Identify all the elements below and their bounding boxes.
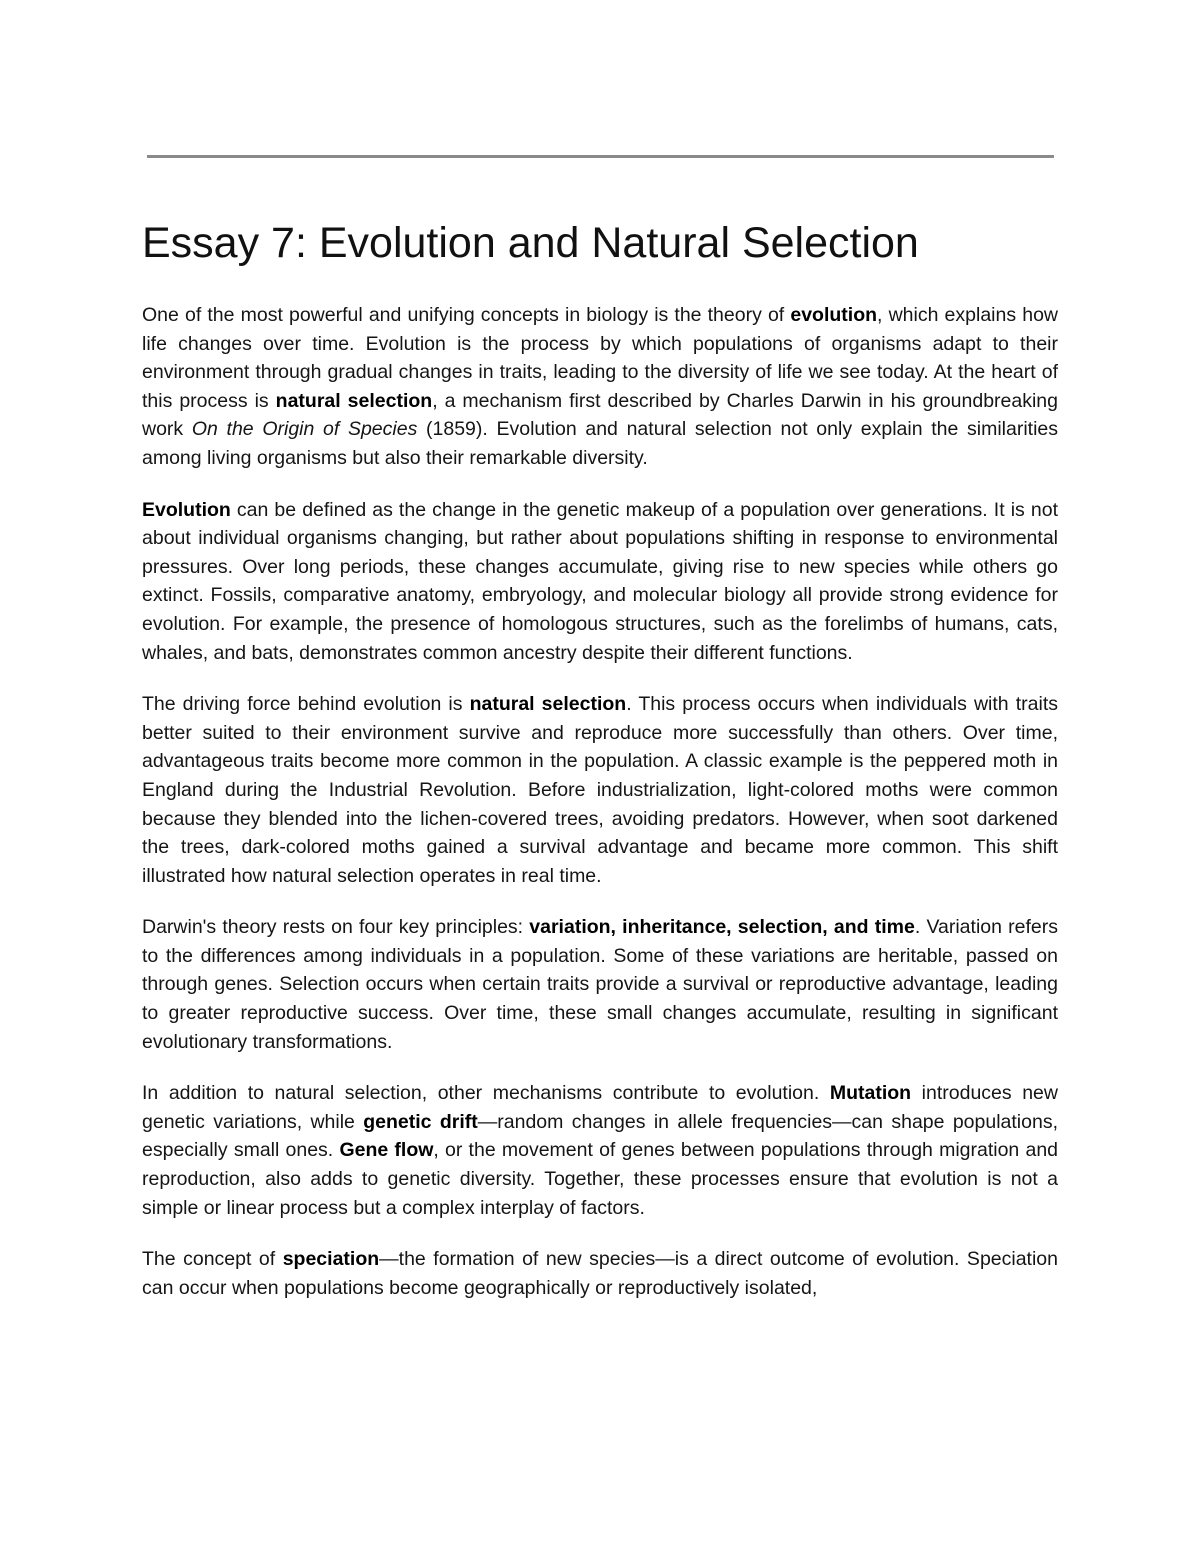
- text-run: . This process occurs when individuals with traits better suited to their environment survive and reproduce more successfully than others. Over time, advantageous traits become more common in the population. A classic example is the peppered moth in England during the Industrial Revolution. Before industrialization, light-colored moths were common because they blended into the lichen-covered trees, avoiding predators. However, when soot darkened the trees, dark-colored moths gained a survival advantage and became more common. This shift illustrated how natural selection operates in real time.: [142, 693, 1058, 887]
- text-run: The concept of: [142, 1248, 283, 1271]
- text-run: , a mechanism first described by Charles Darwin in his groundbreaking work: [142, 389, 1058, 441]
- text-run: , which explains how life changes over time. Evolution is the process by which populations of organisms adapt to their environment through gradual changes in traits, leading to the diversity of life we see today. At the heart of this process is: [142, 304, 1058, 412]
- bold-term: genetic drift: [363, 1110, 478, 1133]
- bold-term: natural selection: [469, 693, 627, 716]
- text-run: One of the most powerful and unifying concepts in biology is the theory of: [142, 304, 791, 326]
- bold-term: speciation: [282, 1248, 380, 1271]
- essay-paragraph: [142, 913, 1058, 1056]
- essay-body: [142, 301, 1058, 1325]
- bold-term: variation, inheritance, selection, and time: [529, 916, 915, 939]
- bold-term: evolution: [790, 304, 878, 326]
- bold-term: Evolution: [142, 498, 231, 521]
- horizontal-rule: [147, 155, 1054, 158]
- text-run: The driving force behind evolution is: [142, 693, 470, 716]
- essay-title: Essay 7: Evolution and Natural Selection: [142, 219, 919, 267]
- essay-paragraph: [142, 496, 1058, 668]
- text-run: introduces new genetic variations, while: [142, 1082, 1058, 1133]
- text-run: (1859). Evolution and natural selection not only explain the similarities among living organisms but also their remarkable diversity.: [142, 418, 1059, 469]
- text-run: , or the movement of genes between populations through migration and reproduction, also adds to genetic diversity. Together, these processes ensure that evolution is not a simple or linear process but a complex interplay of factors.: [142, 1139, 1059, 1219]
- text-run: . Variation refers to the differences among individuals in a population. Some of these variations are heritable, passed on through genes. Selection occurs when certain traits provide a survival or reproductive advantage, leading to greater reproductive success. Over time, these small changes accumulate, resulting in significant evolutionary transformations.: [142, 916, 1058, 1053]
- bold-term: Mutation: [829, 1082, 912, 1105]
- essay-paragraph: [142, 1079, 1058, 1222]
- bold-term: Gene flow: [339, 1139, 434, 1162]
- text-run: Darwin's theory rests on four key principles:: [142, 916, 530, 939]
- text-run: In addition to natural selection, other mechanisms contribute to evolution.: [142, 1082, 830, 1105]
- essay-paragraph: [142, 301, 1058, 473]
- text-run: —random changes in allele frequencies—can shape populations, especially small ones.: [142, 1110, 1058, 1162]
- text-run: can be defined as the change in the genetic makeup of a population over generations. It is not about individual organisms changing, but rather about populations shifting in response to environmental pressures. Over long periods, these changes accumulate, giving rise to new species while others go extinct. Fossils, comparative anatomy, embryology, and molecular biology all provide strong evidence for evolution. For example, the presence of homologous structures, such as the forelimbs of humans, cats, whales, and bats, demonstrates common ancestry despite their different functions.: [142, 498, 1058, 664]
- essay-paragraph: [142, 1245, 1058, 1302]
- bold-term: natural selection: [275, 389, 433, 412]
- text-run: —the formation of new species—is a direct outcome of evolution. Speciation can occur when populations become geographically or reproductively isolated,: [142, 1248, 1058, 1299]
- essay-paragraph: [142, 690, 1058, 890]
- italic-title: On the Origin of Species: [191, 418, 418, 441]
